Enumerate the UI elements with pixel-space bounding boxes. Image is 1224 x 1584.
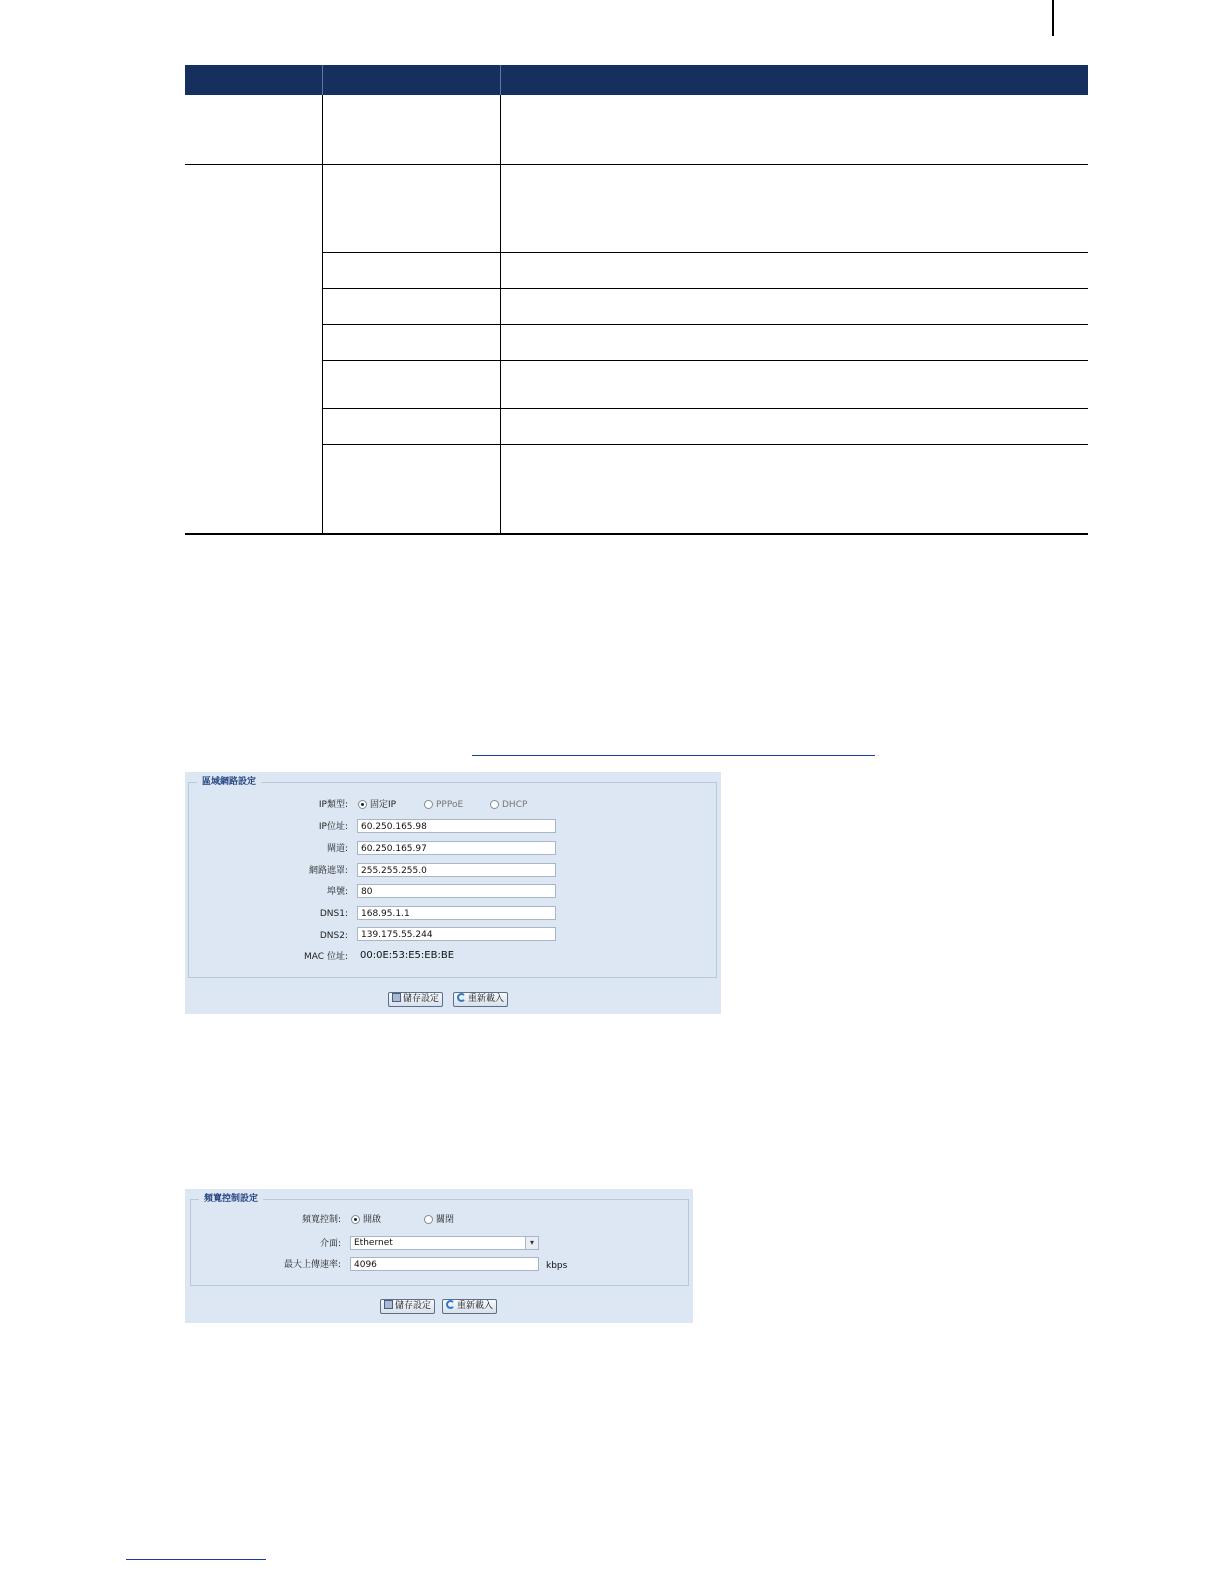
port-label: 埠號: — [326, 887, 348, 897]
table-col-divider — [500, 95, 501, 535]
reload-button-label: 重新載入 — [468, 994, 505, 1004]
radio-bandwidth-off-label: 關閉 — [436, 1215, 455, 1225]
reload-button-label: 重新載入 — [457, 1301, 494, 1311]
save-button[interactable] — [388, 992, 443, 1007]
interface-select-value: Ethernet — [354, 1238, 393, 1248]
radio-dhcp[interactable] — [490, 798, 527, 813]
table-row-divider — [323, 444, 1088, 445]
save-button[interactable] — [380, 1299, 435, 1314]
reload-button[interactable] — [453, 992, 508, 1007]
bandwidth-settings-panel — [185, 1189, 693, 1323]
settings-table — [185, 65, 1088, 535]
dns1-input[interactable]: 168.95.1.1 — [357, 906, 556, 920]
ip-address-label: IP位址: — [318, 822, 348, 832]
radio-pppoe-label: PPPoE — [436, 800, 464, 810]
table-col-divider — [322, 95, 323, 535]
table-row-divider — [185, 164, 1088, 165]
interface-select[interactable] — [350, 1236, 539, 1250]
table-header-divider — [322, 65, 323, 95]
gateway-input[interactable]: 60.250.165.97 — [357, 841, 556, 855]
table-row-divider — [323, 408, 1088, 409]
bandwidth-settings-legend: 頻寬控制設定 — [199, 1193, 263, 1205]
footer-link-underline[interactable] — [126, 1559, 266, 1560]
reload-icon — [446, 1300, 455, 1309]
table-row-divider — [323, 360, 1088, 361]
radio-unchecked-icon — [424, 800, 433, 809]
max-upload-input[interactable]: 4096 — [350, 1257, 539, 1271]
ip-address-input[interactable]: 60.250.165.98 — [357, 819, 556, 833]
bandwidth-control-label: 頻寬控制: — [301, 1215, 341, 1225]
dns1-label: DNS1: — [319, 909, 348, 919]
max-upload-label: 最大上傳速率: — [283, 1260, 341, 1270]
ip-type-label: IP類型: — [318, 800, 348, 810]
radio-static-ip[interactable] — [358, 798, 396, 813]
netmask-input[interactable]: 255.255.255.0 — [357, 863, 556, 877]
interface-label: 介面: — [319, 1239, 341, 1249]
radio-dhcp-label: DHCP — [502, 800, 528, 810]
radio-checked-icon — [358, 800, 367, 809]
table-header — [185, 65, 1088, 95]
lan-settings-panel — [185, 772, 721, 1014]
table-row-divider — [323, 288, 1088, 289]
lan-settings-legend: 區域網路設定 — [197, 776, 261, 788]
port-input[interactable]: 80 — [357, 884, 556, 898]
radio-unchecked-icon — [490, 800, 499, 809]
radio-pppoe[interactable] — [424, 798, 463, 813]
chevron-down-icon[interactable]: ▾ — [525, 1237, 538, 1249]
radio-bandwidth-off[interactable] — [424, 1213, 454, 1228]
page-top-rule — [1052, 0, 1054, 36]
radio-bandwidth-on-label: 開啟 — [363, 1215, 382, 1225]
table-header-divider — [500, 65, 501, 95]
table-row-divider — [323, 252, 1088, 253]
mac-value: 00:0E:53:E5:EB:BE — [360, 950, 455, 961]
save-disk-icon — [384, 1300, 393, 1309]
table-row-divider — [323, 324, 1088, 325]
save-button-label: 儲存設定 — [403, 994, 440, 1004]
mac-label: MAC 位址: — [304, 952, 348, 962]
radio-checked-icon — [351, 1215, 360, 1224]
hyperlink-underline[interactable] — [472, 755, 875, 756]
dns2-label: DNS2: — [319, 931, 348, 941]
reload-button[interactable] — [442, 1299, 497, 1314]
dns2-input[interactable]: 139.175.55.244 — [357, 927, 556, 941]
save-disk-icon — [392, 993, 401, 1002]
radio-static-ip-label: 固定IP — [370, 800, 397, 810]
reload-icon — [457, 993, 466, 1002]
save-button-label: 儲存設定 — [395, 1301, 432, 1311]
netmask-label: 網路遮罩: — [308, 866, 348, 876]
max-upload-unit: kbps — [546, 1261, 568, 1271]
radio-unchecked-icon — [424, 1215, 433, 1224]
radio-bandwidth-on[interactable] — [351, 1213, 381, 1228]
gateway-label: 閘道: — [326, 844, 348, 854]
table-bottom-border — [185, 533, 1088, 535]
